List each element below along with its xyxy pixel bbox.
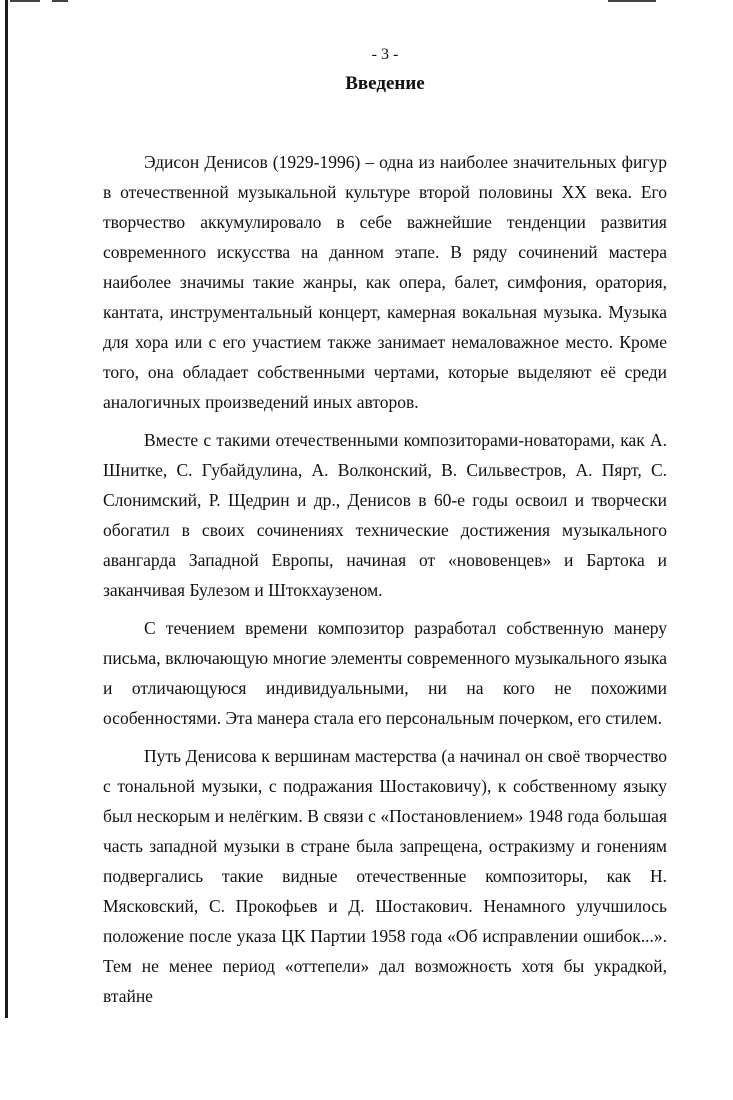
body-text	[103, 147, 667, 1011]
paragraph: Путь Денисова к вершинам мастерства (а начинал он своё творчество с тональной музыки, с подражания Шостаковичу), к собственному языку был нескорым и нелёгким. В связи с «Постановлением» 1948 года большая часть западной музыки в стране была запрещена, остракизму и гонениям подвергались такие видные отечественные композиторы, как Н. Мясковский, С. Прокофьев и Д. Шостакович. Ненамного улучшилось положение после указа ЦК Партии 1958 года «Об исправлении ошибок...». Тем не менее период «оттепели» дал возможность хотя бы украдкой, втайне	[103, 746, 667, 1006]
scan-mark-top-left-short	[52, 0, 68, 2]
paragraph: С течением времени композитор разработал собственную манеру письма, включающую многие элементы современного музыкального языка и отличающуюся индивидуальными, ни на кого не похожими особенностями. Эта манера стала его персональным почерком, его стилем.	[103, 618, 667, 728]
scan-mark-top-left	[10, 0, 40, 2]
section-heading: Введение	[345, 73, 425, 94]
scan-mark-top-right	[608, 0, 656, 2]
page-number: - 3 -	[371, 46, 399, 63]
scan-border-left	[5, 0, 8, 1018]
paragraph: Вместе с такими отечественными композиторами-новаторами, как А. Шнитке, С. Губайдулина, А. Волконский, В. Сильвестров, А. Пярт, С. Слонимский, Р. Щедрин и др., Денисов в 60-е годы освоил и творчески обогатил в своих сочинениях технические достижения музыкального авангарда Западной Европы, начиная от «нововенцев» и Бартока и заканчивая Булезом и Штокхаузеном.	[103, 430, 667, 600]
paragraph: Эдисон Денисов (1929-1996) – одна из наиболее значительных фигур в отечественной музыкальной культуре второй половины XX века. Его творчество аккумулировало в себе важнейшие тенденции развития современного искусства на данном этапе. В ряду сочинений мастера наиболее значимы такие жанры, как опера, балет, симфония, оратория, кантата, инструментальный концерт, камерная вокальная музыка. Музыка для хора или с его участием также занимает немаловажное место. Кроме того, она обладает собственными чертами, которые выделяют её среди аналогичных произведений иных авторов.	[103, 152, 667, 412]
